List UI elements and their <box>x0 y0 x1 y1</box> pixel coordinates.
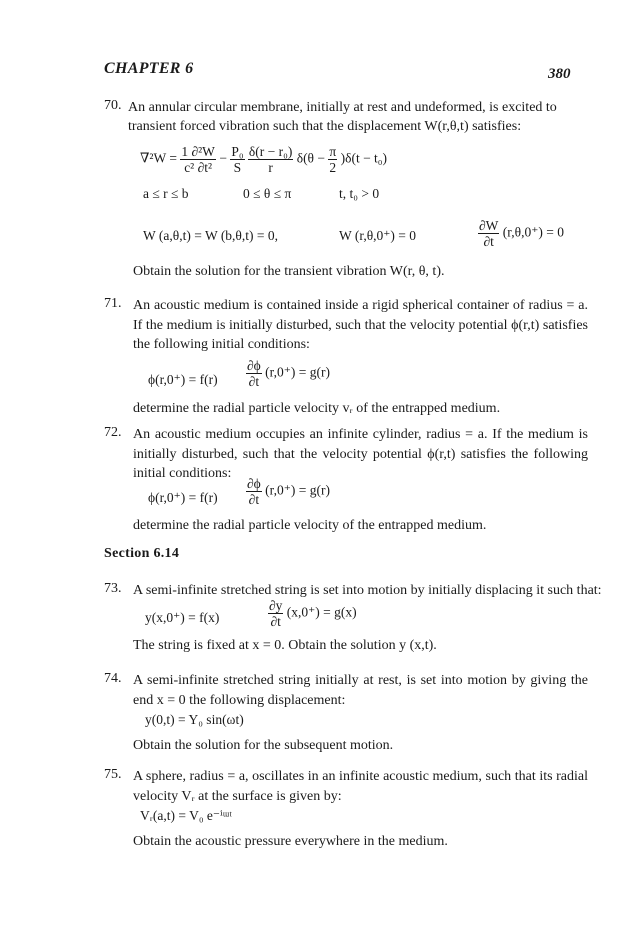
ic2-tail: (r,θ,0⁺) = 0 <box>502 224 564 240</box>
problem-74-equation: y(0,t) = Y₀ sin(ωt) <box>145 712 244 727</box>
eq-tail: )δ(t − t₀) <box>340 150 388 166</box>
boundary-condition: W (a,θ,t) = W (b,θ,t) = 0, <box>143 228 279 243</box>
problem-70-equation <box>140 144 387 175</box>
problem-74-text: A semi-infinite stretched string initially at rest, is set into motion by giving the end x = 0 the following displacement: <box>133 673 588 708</box>
problem-72-number: 72. <box>104 425 122 440</box>
problem-73-ic2 <box>268 598 357 629</box>
problem-73-text: A semi-infinite stretched string is set into motion by initially displacing it such that: <box>133 583 602 598</box>
p73-ic2-tail: (x,0⁺) = g(x) <box>286 604 357 620</box>
problem-75-number: 75. <box>104 767 122 782</box>
problem-70-line-2: transient forced vibration such that the displacement W(r,θ,t) satisfies: <box>128 119 522 134</box>
p72-ic2-fraction: $\frac{\partial\phi}{\partial t}$ <box>247 476 261 507</box>
problem-71-text: An acoustic medium is contained inside a rigid spherical container of radius = a. If the medium is initially disturbed, such that the velocity potential ϕ(r,t) satisfies the following initial conditions: <box>133 298 588 352</box>
problem-74-number: 74. <box>104 671 122 686</box>
problem-72-text: An acoustic medium occupies an infinite cylinder, radius = a. If the medium is initially disturbed, such that the velocity potential ϕ(r,t) satisfies the following initial conditions: <box>133 427 588 481</box>
initial-condition-2 <box>478 218 564 249</box>
chapter-heading: CHAPTER 6 <box>104 60 194 77</box>
eq-fraction-4: $\frac{\pi}{2}$ <box>329 144 337 175</box>
problem-73-task: The string is fixed at x = 0. Obtain the solution y (x,t). <box>133 638 437 653</box>
domain-t: t, t₀ > 0 <box>339 186 380 201</box>
problem-72-task: determine the radial particle velocity of the entrapped medium. <box>133 518 487 533</box>
problem-73-ic1: y(x,0⁺) = f(x) <box>145 610 220 625</box>
domain-r: a ≤ r ≤ b <box>143 186 189 201</box>
problem-75-task: Obtain the acoustic pressure everywhere in the medium. <box>133 834 448 849</box>
p71-ic2-fraction: $\frac{\partial\phi}{\partial t}$ <box>247 358 261 389</box>
problem-73-number: 73. <box>104 581 122 596</box>
eq-delta: δ(θ − <box>296 150 326 166</box>
p72-ic2-tail: (r,0⁺) = g(r) <box>265 482 330 498</box>
problem-72-ic2 <box>246 476 330 507</box>
problem-71-ic2 <box>246 358 330 389</box>
p73-ic2-fraction: $\frac{\partial y}{\partial t}$ <box>269 598 283 629</box>
eq-fraction-3: $\frac{\text{δ(r − r₀)}}{r}$ <box>248 144 293 175</box>
problem-72-ic1: ϕ(r,0⁺) = f(r) <box>148 490 218 505</box>
problem-71-number: 71. <box>104 296 122 311</box>
eq-minus: − <box>219 150 227 166</box>
problem-74-task: Obtain the solution for the subsequent motion. <box>133 738 394 753</box>
problem-70-number: 70. <box>104 98 122 113</box>
page-number: 380 <box>548 66 571 82</box>
problem-71-task: determine the radial particle velocity vᵣ of the entrapped medium. <box>133 401 501 416</box>
problem-70-line-1: An annular circular membrane, initially at rest and undeformed, is excited to <box>128 100 557 115</box>
initial-condition-1: W (r,θ,0⁺) = 0 <box>339 228 417 243</box>
eq-fraction-2: $\frac{\text{P₀}}{S}$ <box>231 144 244 175</box>
domain-theta: 0 ≤ θ ≤ π <box>243 186 292 201</box>
section-heading: Section 6.14 <box>104 546 180 561</box>
p71-ic2-tail: (r,0⁺) = g(r) <box>265 364 330 380</box>
problem-71-ic1: ϕ(r,0⁺) = f(r) <box>148 372 218 387</box>
eq-fraction-1: $\frac{\text{1 ∂²W}}{\text{c² ∂t²}}$ <box>181 144 215 175</box>
ic2-fraction: $\frac{\partial W}{\partial t}$ <box>479 218 499 249</box>
eq-lhs: ∇²W = <box>140 150 177 166</box>
problem-75-equation: Vᵣ(a,t) = V₀ e⁻ⁱᵚᵗ <box>140 808 232 823</box>
problem-75-text: A sphere, radius = a, oscillates in an infinite acoustic medium, such that its radial velocity Vᵣ at the surface is given by: <box>133 769 588 804</box>
problem-70-task: Obtain the solution for the transient vibration W(r, θ, t). <box>133 264 445 279</box>
